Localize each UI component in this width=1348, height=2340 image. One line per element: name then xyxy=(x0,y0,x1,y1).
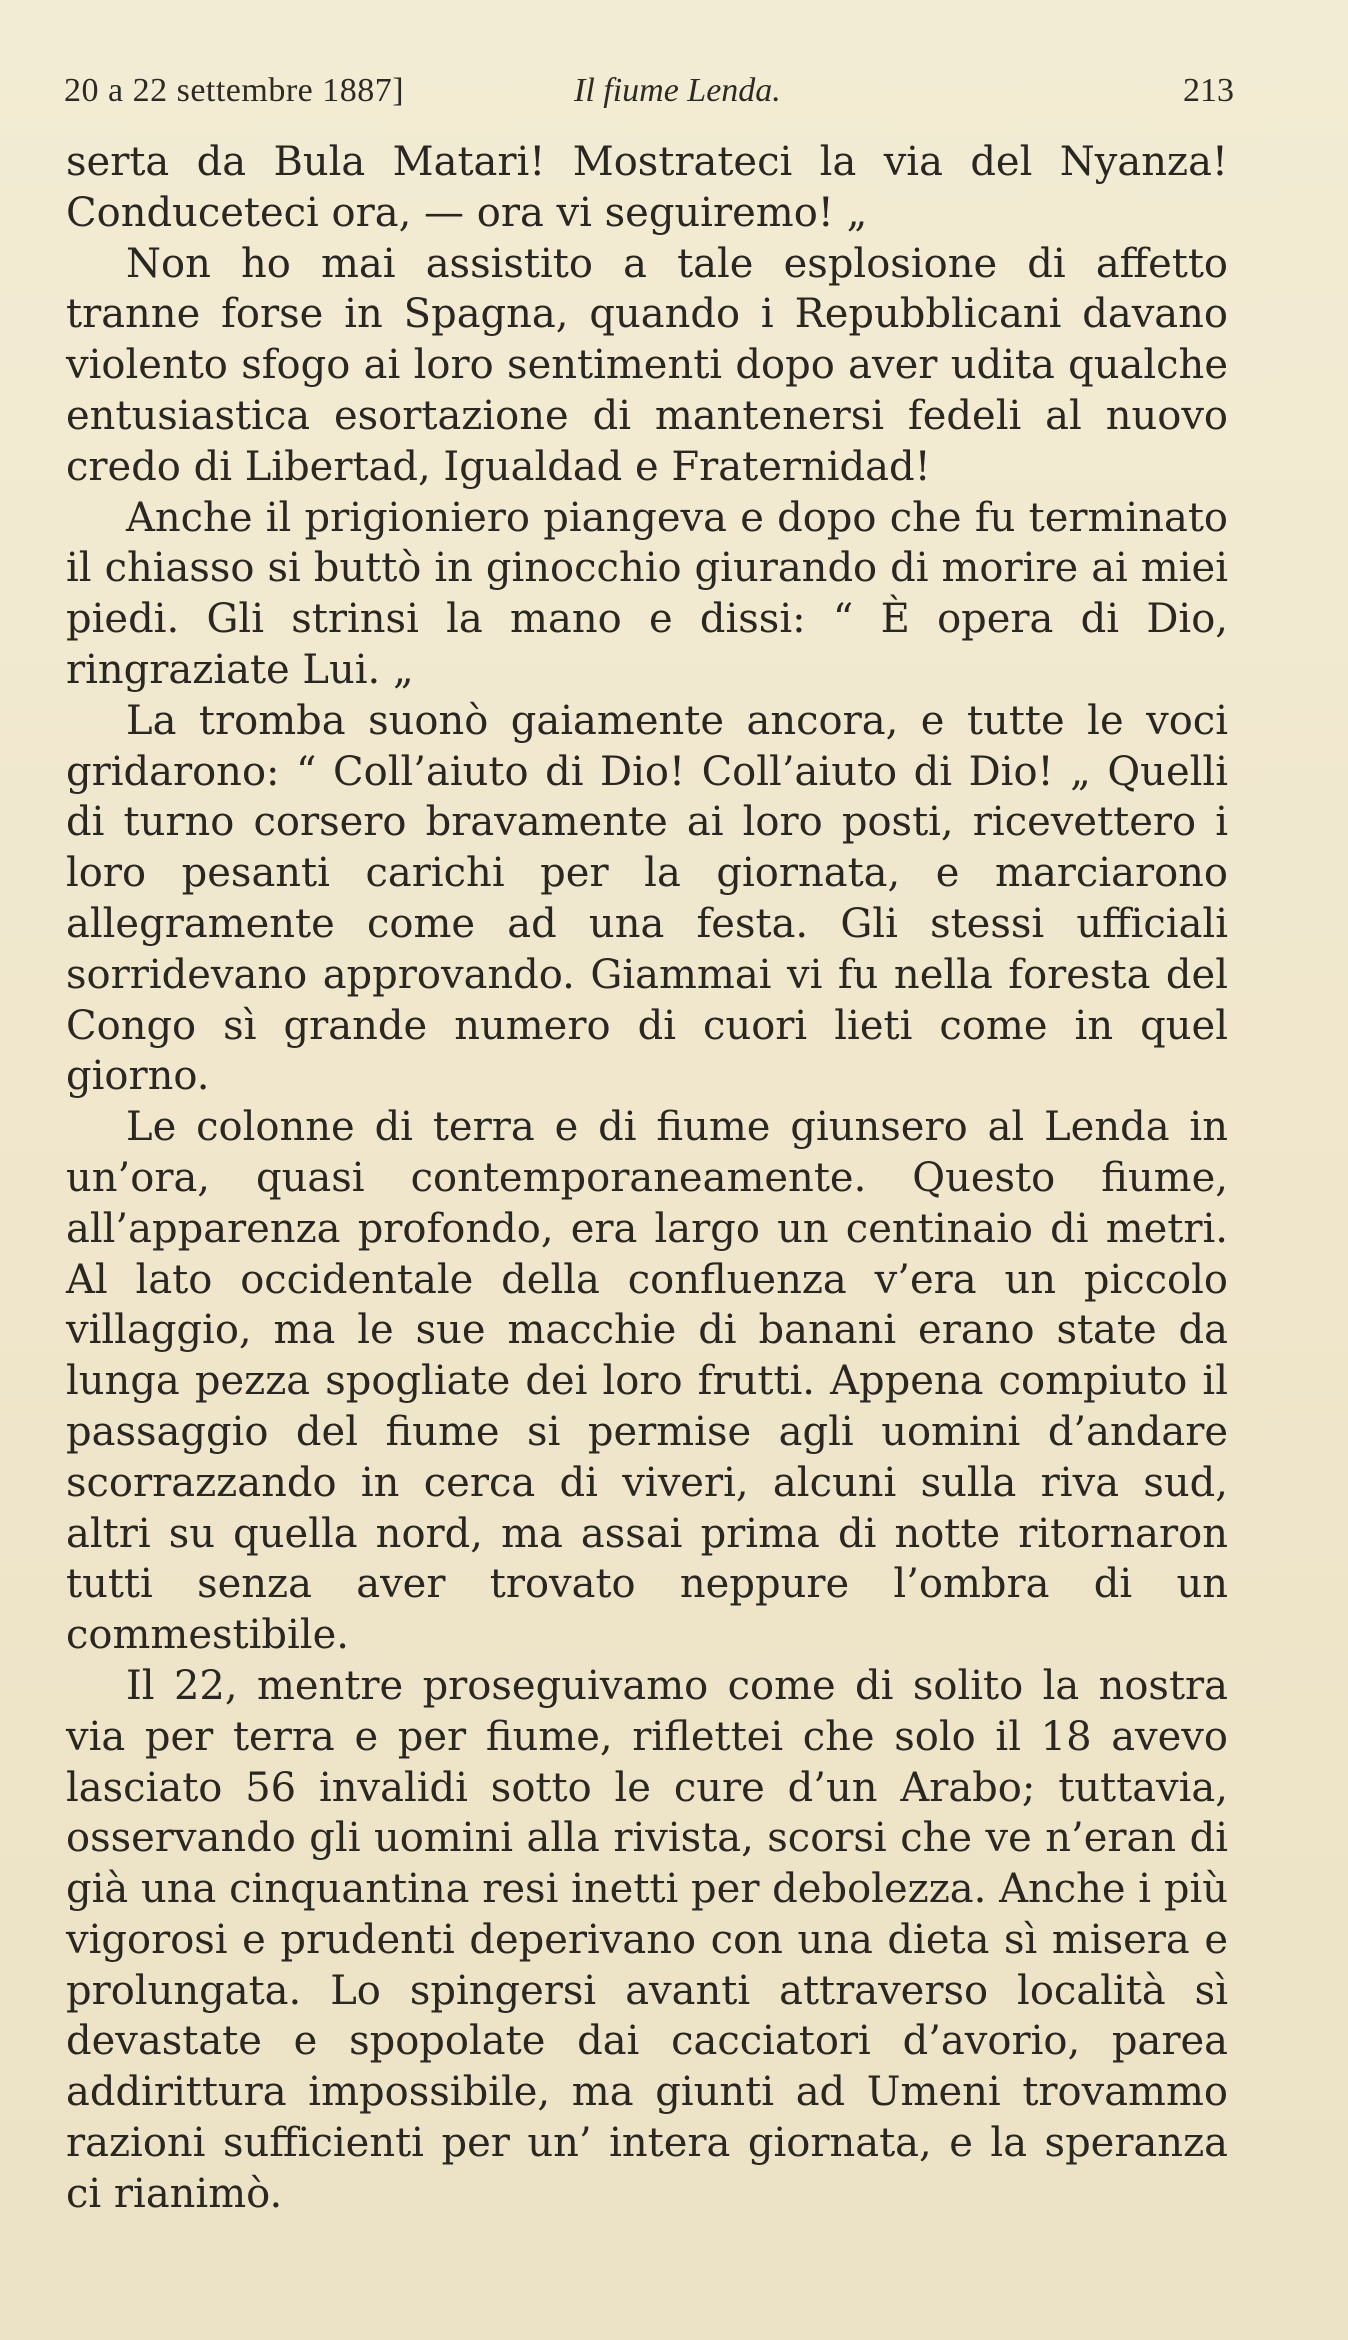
paragraph: Il 22, mentre proseguivamo come di solito la nostra via per terra e per fiume, riflettei che solo il 18 avevo lasciato 56 invalidi sotto le cure d’un Arabo; tuttavia, osservando gli uomini alla rivista, scorsi che ve n’eran di già una cinquantina resi inetti per debolezza. Anche i più vigorosi e prudenti deperivano con una dieta sì misera e prolungata. Lo spingersi avanti attraverso località sì devastate e spopolate dai cacciatori d’avorio, parea addirittura impossibile, ma giunti ad Umeni trovammo razioni sufficienti per un’ intera giornata, e la speranza ci rianimò. xyxy=(66,1662,1228,2217)
header-chapter-title: Il fiume Lenda. xyxy=(574,72,781,109)
page-number: 213 xyxy=(1183,72,1234,109)
paragraph: Le colonne di terra e di fiume giunsero al Lenda in un’ora, quasi contemporaneamente. Questo fiume, all’apparenza profondo, era largo un centinaio di metri. Al lato occidentale della confluenza v’era un piccolo villaggio, ma le sue macchie di banani erano state da lunga pezza spogliate dei loro frutti. Appena compiuto il passaggio del fiume si permise agli uomini d’andare scorrazzando in cerca di viveri, alcuni sulla riva sud, altri su quella nord, ma assai prima di notte ritornaron tutti senza aver trovato neppure l’ombra di un commestibile. xyxy=(66,1104,1228,1659)
paragraph-continuation: serta da Bula Matari! Mostrateci la via del Nyanza! Conduceteci ora, — ora vi seguiremo! „ xyxy=(66,139,1228,236)
paragraph: Anche il prigioniero piangeva e dopo che fu terminato il chiasso si buttò in ginocchio giurando di morire ai miei piedi. Gli strinsi la mano e dissi: “ È opera di Dio, ringraziate Lui. „ xyxy=(66,494,1228,693)
paragraph: Non ho mai assistito a tale esplosione di affetto tranne forse in Spagna, quando i Repubblicani davano violento sfogo ai loro sentimenti dopo aver udita qualche entusiastica esortazione di mantenersi fedeli al nuovo credo di Libertad, Igualdad e Fraternidad! xyxy=(66,240,1228,490)
running-header xyxy=(64,66,1234,116)
paragraph: La tromba suonò gaiamente ancora, e tutte le voci gridarono: “ Coll’aiuto di Dio! Coll’aiuto di Dio! „ Quelli di turno corsero bravamente ai loro posti, ricevettero i loro pesanti carichi per la giornata, e marciarono allegramente come ad una festa. Gli stessi ufficiali sorridevano approvando. Giammai vi fu nella foresta del Congo sì grande numero di cuori lieti come in quel giorno. xyxy=(66,697,1228,1100)
body-text xyxy=(66,137,1228,2220)
header-date-range: 20 a 22 settembre 1887] xyxy=(64,72,405,109)
